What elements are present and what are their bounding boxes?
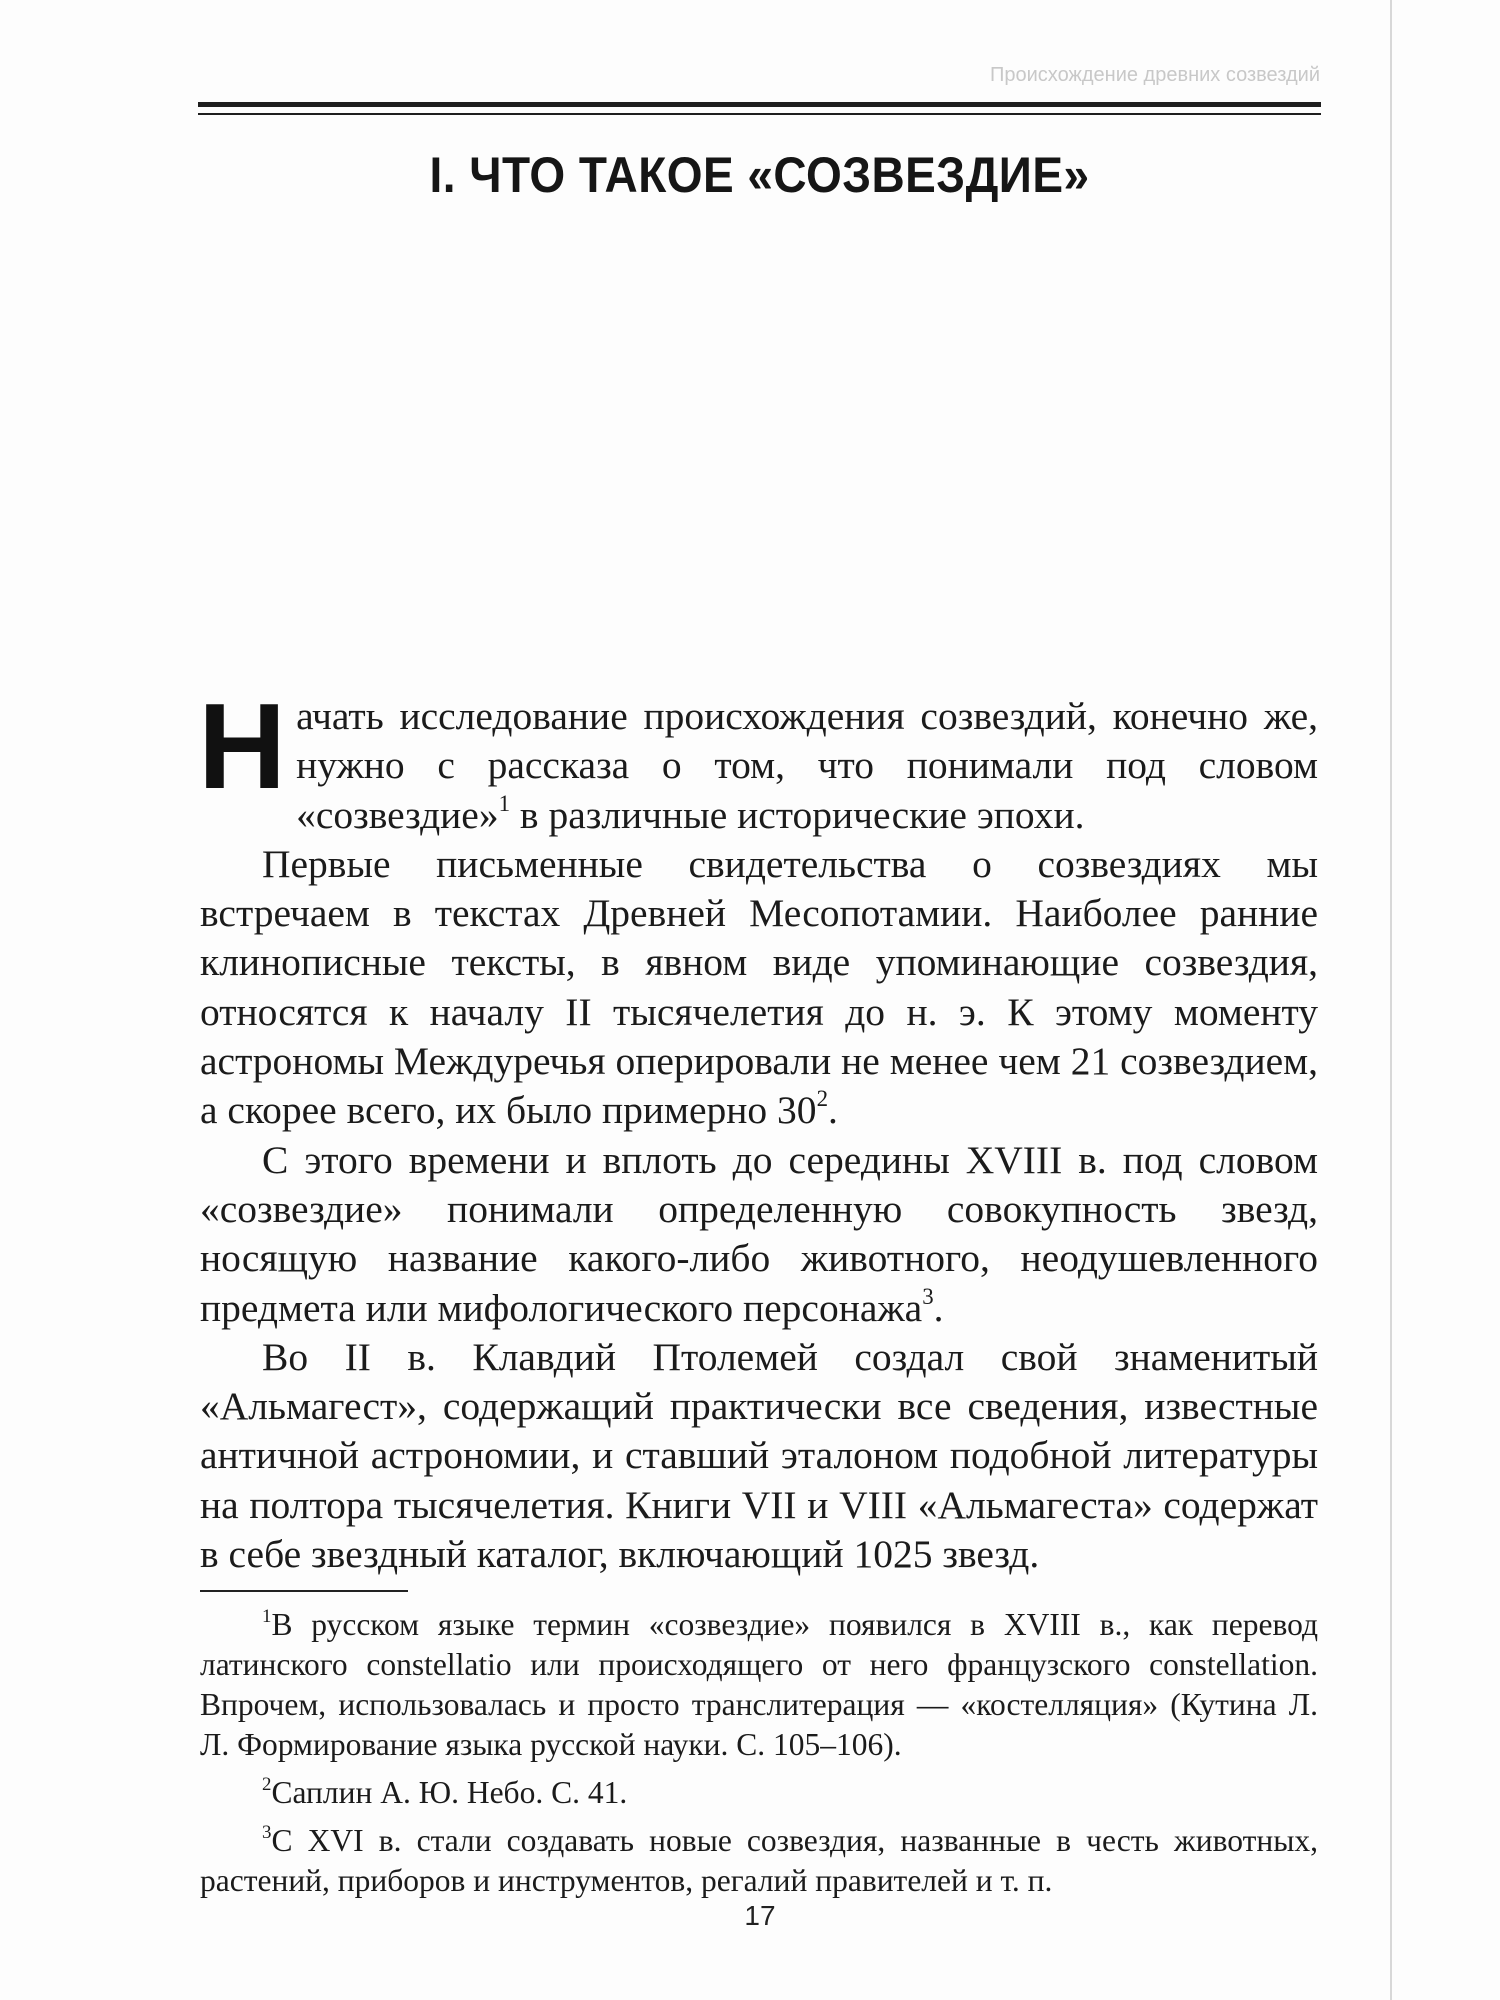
body-text [198,678,1318,1579]
header-rule-thin [198,113,1321,115]
footnote-3 [200,1821,1318,1901]
footnote-2 [200,1773,1318,1813]
paragraph-2-text-a: Первые письменные свидетельства о созвездиях мы встречаем в текстах Древней Месопотамии. Наиболее ранние клинописные тексты, в явном виде упоминающие созвездия, относятся к началу II тысячелетия до н. э. К этому моменту астрономы Междуречья оперировали не менее чем 21 созвездием, а скорее всего, их было примерно 30 [200,841,1318,1133]
footnote-ref-1[interactable]: 1 [498,790,511,816]
footnote-number-3: 3 [262,1821,272,1843]
header-rule-thick [198,102,1321,107]
paragraph-4 [200,1333,1318,1579]
footnotes [200,1605,1318,1909]
page-edge [1390,0,1392,2000]
footnote-2-text: Саплин А. Ю. Небо. С. 41. [271,1775,628,1810]
paragraph-3 [200,1136,1318,1333]
footnote-ref-2[interactable]: 2 [816,1086,829,1112]
paragraph-3-text-b: . [933,1285,944,1330]
paragraph-1-text-a: ачать исследование происхождения созвездий, конечно же, нужно с рассказа о том, что понимали под словом «созвездие» [296,694,1318,837]
footnote-1-text: В русском языке термин «созвездие» появился в XVIII в., как перевод латинского constellatio или происходящего от него французского constellation. Впрочем, использовалась и просто транслитерация — «костелляция» (Кутина Л. Л. Формирование языка русской науки. С. 105–106). [200,1607,1318,1762]
running-head: Происхождение древних созвездий [990,64,1320,86]
footnote-ref-3[interactable]: 3 [922,1283,934,1309]
page-number: 17 [744,1900,776,1931]
paragraph-4-text: Во II в. Клавдий Птолемей создал свой знаменитый «Альмагест», содержащий практически все сведения, известные античной астрономии, и ставший эталоном подобной литературы на полтора тысячелетия. Книги VII и VIII «Альмагеста» содержат в себе звездный каталог, включающий 1025 звезд. [200,1334,1318,1577]
drop-cap: Н [198,678,287,814]
footnote-3-text: С XVI в. стали создавать новые созвездия, названные в честь животных, растений, приборов и инструментов, регалий правителей и т. п. [200,1823,1318,1898]
paragraph-3-text-a: С этого времени и вплоть до середины XVIII в. под словом «созвездие» понимали определенную совокупность звезд, носящую название какого-либо животного, неодушевленного предмета или мифологического персонажа [200,1137,1318,1330]
chapter-title: I. ЧТО ТАКОЕ «СОЗВЕЗДИЕ» [429,147,1090,203]
footnote-number-2: 2 [262,1773,272,1795]
paragraph-2 [200,840,1318,1136]
paragraph-1 [198,678,1318,840]
paragraph-2-text-b: . [828,1088,838,1133]
paragraph-1-text-b: в различные исторические эпохи. [510,792,1085,837]
footnote-number-1: 1 [262,1605,272,1627]
footnote-divider [200,1590,408,1592]
footnote-1 [200,1605,1318,1765]
